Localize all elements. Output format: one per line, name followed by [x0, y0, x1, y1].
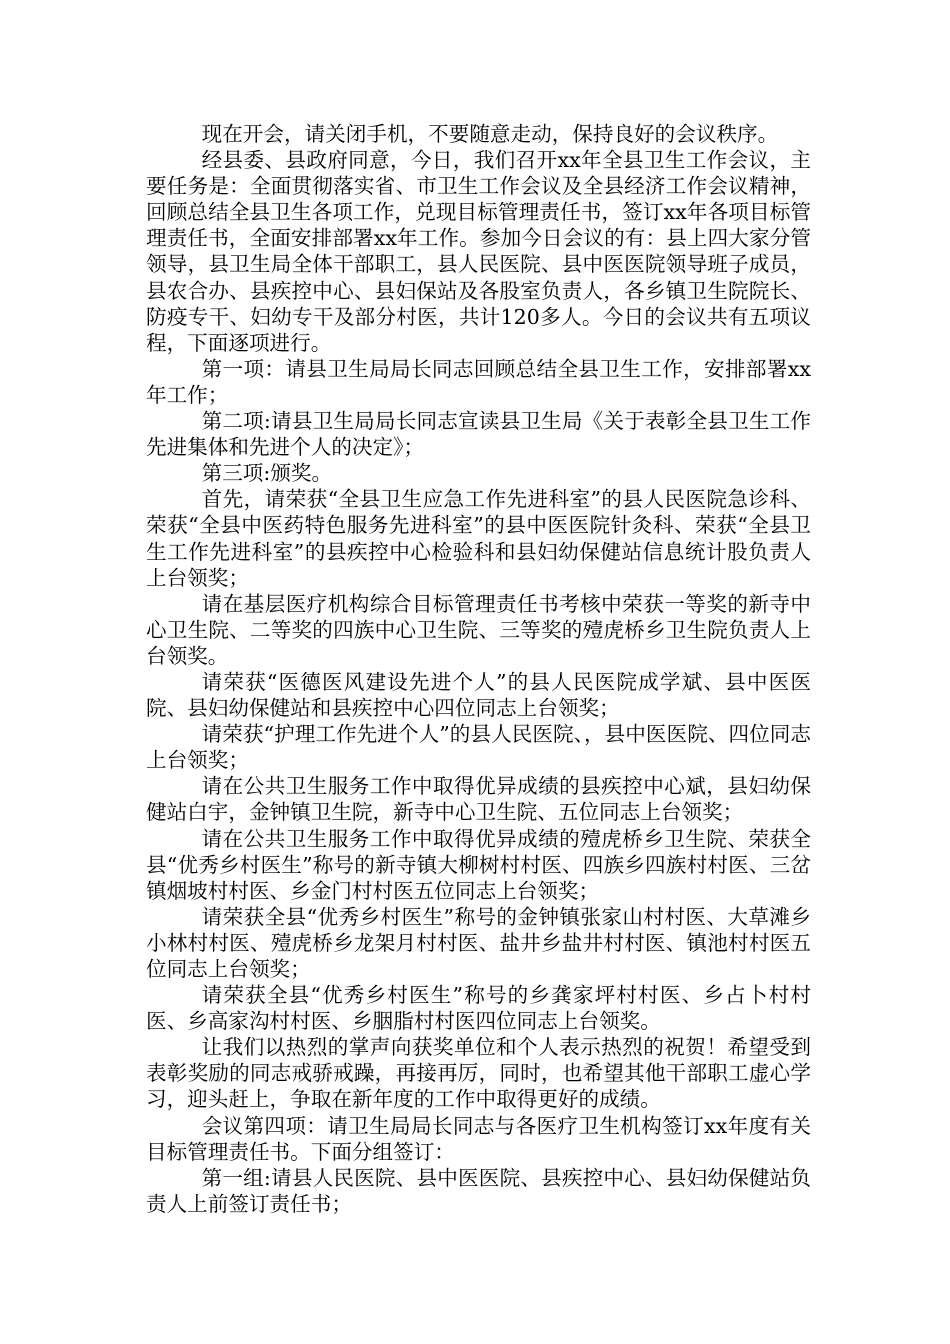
paragraph-item-one: 第一项：请县卫生局局长同志回顾总结全县卫生工作，安排部署xx年工作； [146, 356, 811, 407]
paragraph-opening: 现在开会，请关闭手机，不要随意走动，保持良好的会议秩序。 [201, 122, 779, 146]
paragraph-meeting-intro: 经县委、县政府同意，今日，我们召开xx年全县卫生工作会议，主要任务是：全面贯彻落实省、市卫生工作会议及全县经济工作会议精神，回顾总结全县卫生各项工作，兑现目标管理责任书，签订xx年各项目标管理责任书，全面安排部署xx年工作。参加今日会议的有：县上四大家分管领导，县卫生局全体干部职工，县人民医院、县中医医院领导班子成员，县农合办、县疾控中心、县妇保站及各股室负责人，各乡镇卫生院院长、防疫专干、妇幼专干及部分村医，共计120多人。今日的会议共有五项议程，下面逐项进行。 [146, 148, 811, 355]
paragraph-award-nursing: 请荣获“护理工作先进个人”的县人民医院、，县中医医院、四位同志上台领奖； [146, 722, 811, 773]
paragraph-award-departments: 首先，请荣获“全县卫生应急工作先进科室”的县人民医院急诊科、荣获“全县中医药特色服务先进科室”的县中医医院针灸科、荣获“全县卫生工作先进科室”的县疾控中心检验科和县妇幼保健站信息统计股负责人上台领奖； [146, 487, 811, 590]
paragraph-item-four: 会议第四项：请卫生局局长同志与各医疗卫生机构签订xx年度有关目标管理责任书。下面分组签订： [146, 1113, 811, 1164]
paragraph-item-two: 第二项:请县卫生局局长同志宣读县卫生局《关于表彰全县卫生工作先进集体和先进个人的决定》； [146, 409, 811, 460]
paragraph-award-village-doctors-2: 请荣获全县“优秀乡村医生”称号的乡龚家坪村村医、乡占卜村村医、乡高家沟村村医、乡胭脂村村医四位同志上台领奖。 [146, 983, 811, 1034]
paragraph-award-village-doctors-1: 请荣获全县“优秀乡村医生”称号的金钟镇张家山村村医、大草滩乡小林村村医、殪虎桥乡龙架月村村医、盐井乡盐井村村医、镇池村村医五位同志上台领奖； [146, 904, 811, 981]
document-body [146, 121, 811, 1217]
paragraph-item-three: 第三项:颁奖。 [201, 461, 333, 486]
paragraph-group-one: 第一组:请县人民医院、县中医医院、县疾控中心、县妇幼保健站负责人上前签订责任书； [146, 1165, 811, 1216]
paragraph-congratulations: 让我们以热烈的掌声向获奖单位和个人表示热烈的祝贺！希望受到表彰奖励的同志戒骄戒躁，再接再厉，同时，也希望其他干部职工虚心学习，迎头赶上，争取在新年度的工作中取得更好的成绩。 [146, 1035, 811, 1112]
paragraph-award-public-health-2: 请在公共卫生服务工作中取得优异成绩的殪虎桥乡卫生院、荣获全县“优秀乡村医生”称号的新寺镇大柳树村村医、四族乡四族村村医、三岔镇烟坡村村医、乡金门村村医五位同志上台领奖； [146, 826, 811, 903]
paragraph-award-ethics: 请荣获“医德医风建设先进个人”的县人民医院成学斌、县中医医院、县妇幼保健站和县疾控中心四位同志上台领奖； [146, 669, 811, 721]
paragraph-award-public-health-1: 请在公共卫生服务工作中取得优异成绩的县疾控中心斌，县妇幼保健站白宇，金钟镇卫生院，新寺中心卫生院、五位同志上台领奖； [146, 774, 811, 825]
paragraph-award-institutions: 请在基层医疗机构综合目标管理责任书考核中荣获一等奖的新寺中心卫生院、二等奖的四族中心卫生院、三等奖的殪虎桥乡卫生院负责人上台领奖。 [146, 591, 811, 668]
